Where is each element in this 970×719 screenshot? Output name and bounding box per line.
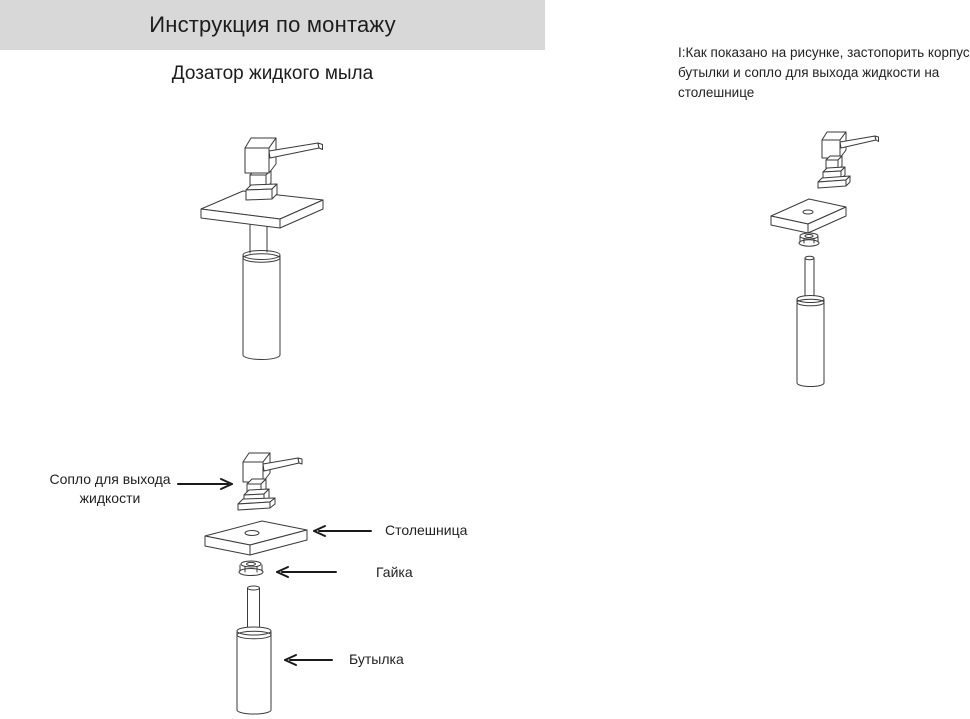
- label-nozzle: Сопло для выхода жидкости: [49, 471, 171, 506]
- assembled-dispenser-drawing: [188, 128, 363, 368]
- step-instruction-text: I:Как показано на рисунке, застопорить корпус бутылки и сопло для выхода жидкости на столешнице: [678, 45, 970, 100]
- product-subtitle: Дозатор жидкого мыла: [171, 63, 374, 84]
- label-bottle: Бутылка: [349, 651, 404, 667]
- header-bar: [0, 0, 545, 50]
- mounting-plate: [771, 199, 846, 233]
- arrow-left-icon: [282, 652, 334, 668]
- arrow-right-icon: [176, 476, 234, 492]
- bottle-body: [243, 251, 280, 360]
- page-title: Инструкция по монтажу: [149, 12, 396, 37]
- bottle-with-tube: [237, 586, 271, 714]
- suction-tube: [250, 225, 267, 253]
- fastening-nut: [239, 561, 263, 576]
- arrow-left-icon: [274, 564, 338, 580]
- fastening-nut: [799, 233, 819, 246]
- pump-head: [238, 453, 302, 510]
- exploded-view-right-drawing: [762, 128, 897, 393]
- pump-neck: [246, 170, 277, 200]
- label-nut: Гайка: [376, 564, 413, 580]
- spout-arm: [269, 143, 323, 158]
- bottle-with-tube: [797, 256, 824, 386]
- arrow-left-icon: [311, 523, 373, 539]
- mounting-plate: [205, 521, 307, 555]
- label-countertop: Столешница: [385, 522, 468, 538]
- pump-head: [818, 132, 879, 188]
